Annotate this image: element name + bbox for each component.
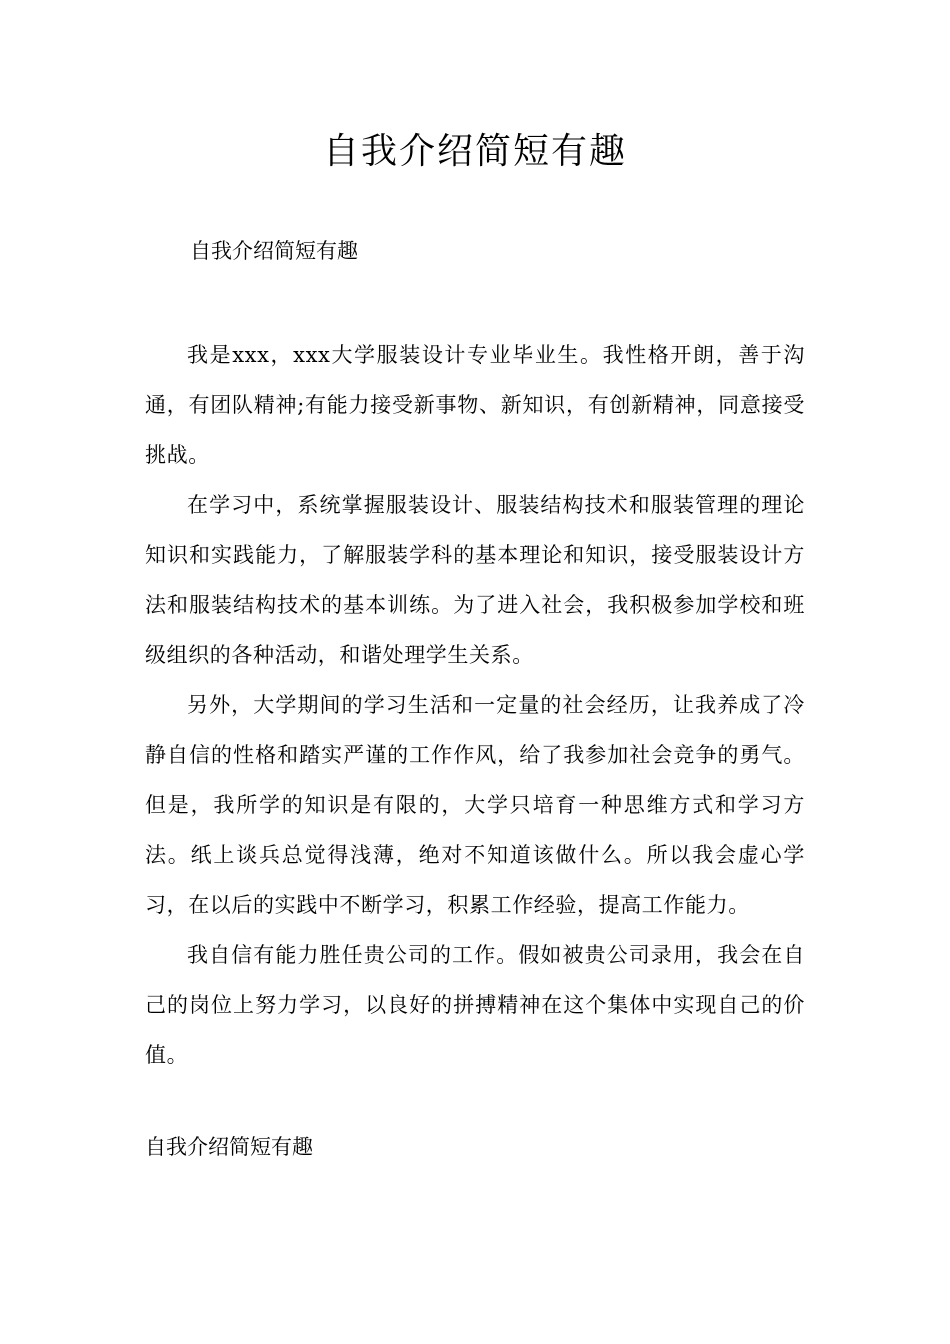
footer-heading: 自我介绍简短有趣	[145, 1135, 313, 1159]
paragraph-2: 在学习中，系统掌握服装设计、服装结构技术和服装管理的理论知识和实践能力，了解服装学科的基本理论和知识，接受服装设计方法和服装结构技术的基本训练。为了进入社会，我积极参加学校和班级组织的各种活动，和谐处理学生关系。	[145, 493, 805, 667]
document-title: 自我介绍简短有趣	[322, 131, 627, 172]
paragraph-1: 我是xxx，xxx大学服装设计专业毕业生。我性格开朗，善于沟通，有团队精神;有能力接受新事物、新知识，有创新精神，同意接受挑战。	[145, 343, 805, 467]
section-heading: 自我介绍简短有趣	[190, 239, 358, 263]
document-body	[145, 330, 805, 1080]
paragraph-3: 另外，大学期间的学习生活和一定量的社会经历，让我养成了冷静自信的性格和踏实严谨的工作作风，给了我参加社会竞争的勇气。但是，我所学的知识是有限的，大学只培育一种思维方式和学习方法。纸上谈兵总觉得浅薄，绝对不知道该做什么。所以我会虚心学习，在以后的实践中不断学习，积累工作经验，提高工作能力。	[145, 693, 805, 917]
paragraph-4: 我自信有能力胜任贵公司的工作。假如被贵公司录用，我会在自己的岗位上努力学习，以良好的拼搏精神在这个集体中实现自己的价值。	[145, 943, 805, 1067]
